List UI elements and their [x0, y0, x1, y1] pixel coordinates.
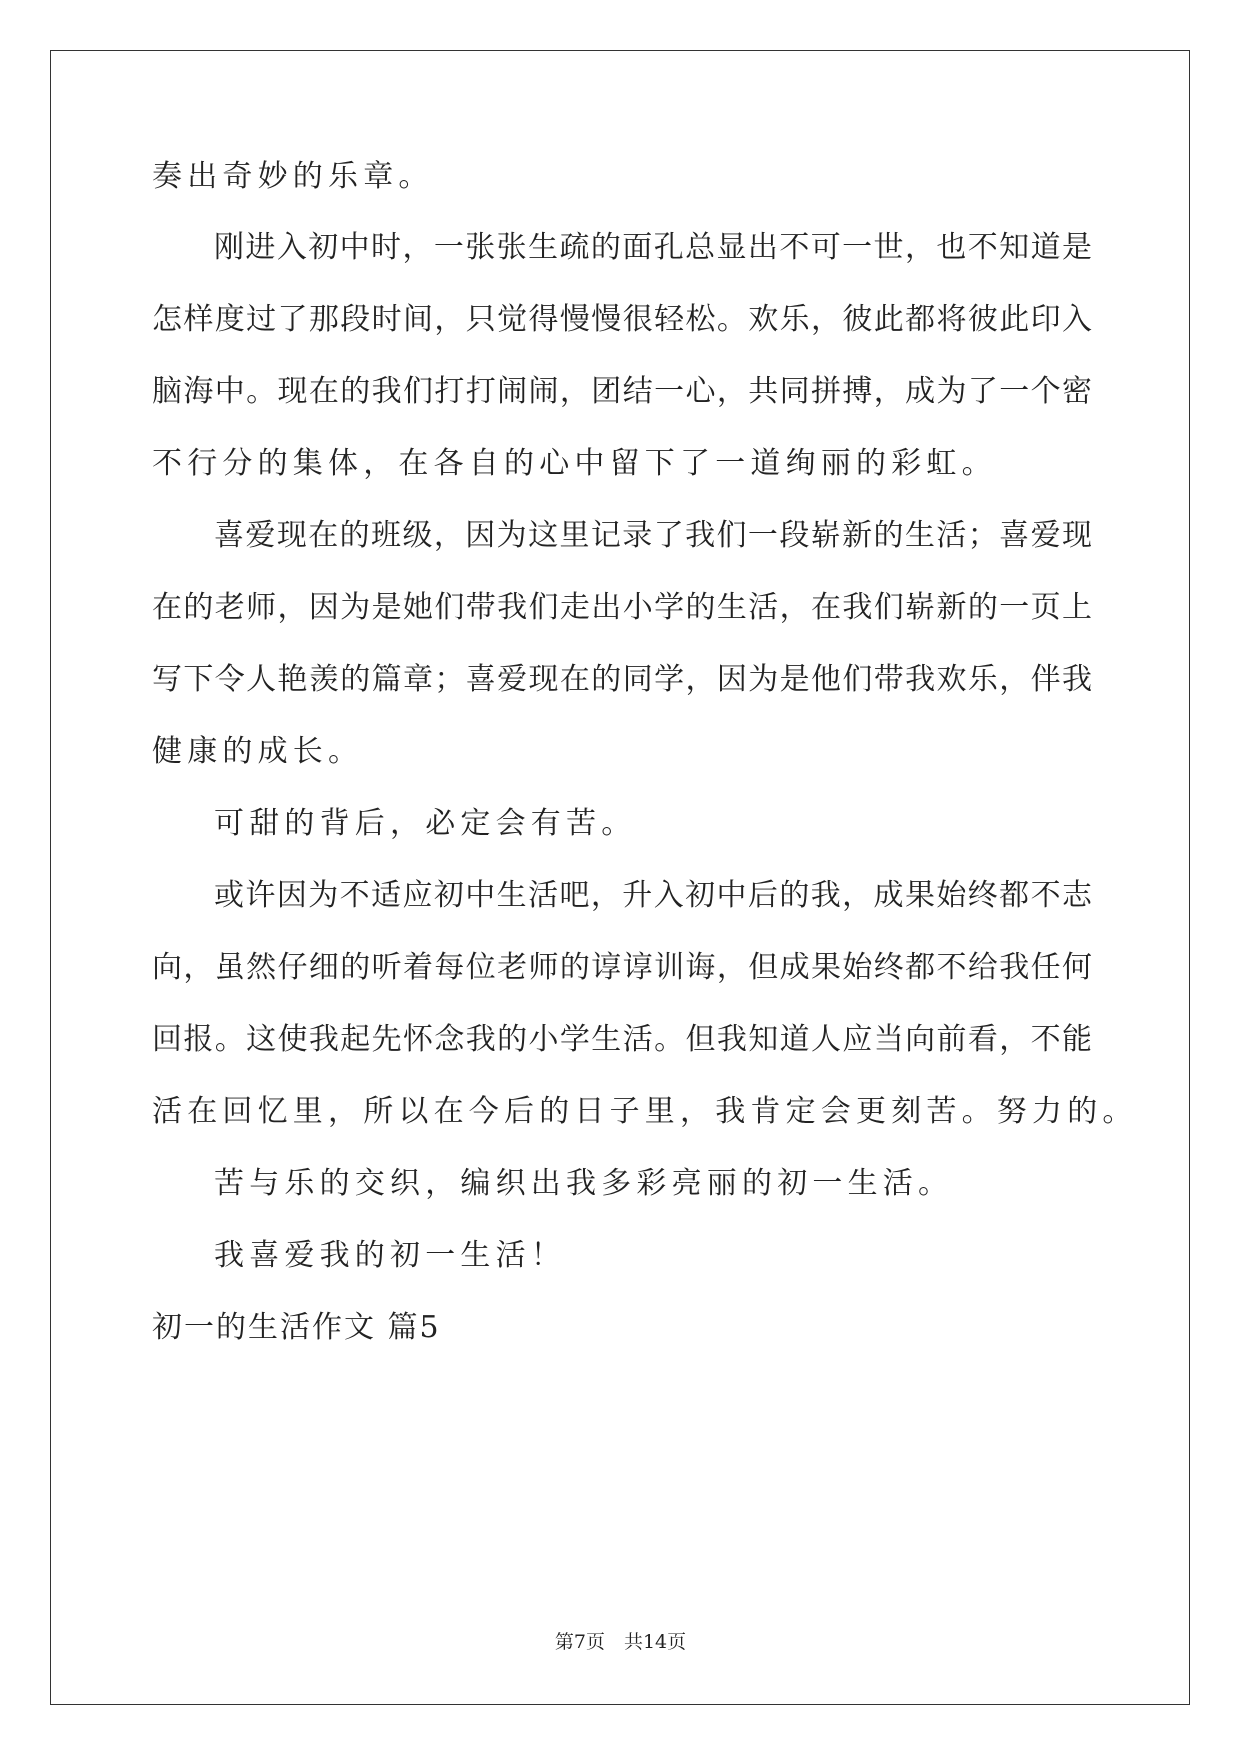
paragraph-line: 不行分的集体，在各自的心中留下了一道绚丽的彩虹。: [152, 446, 997, 481]
paragraph-line: 奏出奇妙的乐章。: [152, 159, 434, 194]
paragraph-line: 脑海中。现在的我们打打闹闹，团结一心，共同拼搏，成为了一个密: [152, 374, 1092, 409]
section-heading: 初一的生活作文 篇5: [152, 1310, 441, 1345]
page-footer: 第7页 共14页: [554, 1631, 687, 1653]
paragraph-line: 活在回忆里，所以在今后的日子里，我肯定会更刻苦。努力的。: [152, 1094, 1138, 1129]
paragraph-line: 回报。这使我起先怀念我的小学生活。但我知道人应当向前看，不能: [152, 1022, 1092, 1057]
paragraph-line: 健康的成长。: [152, 734, 364, 769]
paragraph-line: 怎样度过了那段时间，只觉得慢慢很轻松。欢乐，彼此都将彼此印入: [152, 302, 1092, 337]
paragraph-line: 可甜的背后，必定会有苦。: [214, 806, 637, 841]
paragraph-line: 我喜爱我的初一生活！: [214, 1238, 566, 1273]
paragraph-line: 写下令人艳羡的篇章；喜爱现在的同学，因为是他们带我欢乐，伴我: [152, 662, 1092, 697]
paragraph-line: 刚进入初中时，一张张生疏的面孔总显出不可一世，也不知道是: [214, 230, 1092, 265]
paragraph-line: 喜爱现在的班级，因为这里记录了我们一段崭新的生活；喜爱现: [214, 518, 1092, 553]
paragraph-line: 或许因为不适应初中生活吧，升入初中后的我，成果始终都不志: [214, 878, 1092, 913]
paragraph-line: 在的老师，因为是她们带我们走出小学的生活，在我们崭新的一页上: [152, 590, 1092, 625]
paragraph-line: 向，虽然仔细的听着每位老师的谆谆训诲，但成果始终都不给我任何: [152, 950, 1092, 985]
paragraph-line: 苦与乐的交织，编织出我多彩亮丽的初一生活。: [214, 1166, 954, 1201]
